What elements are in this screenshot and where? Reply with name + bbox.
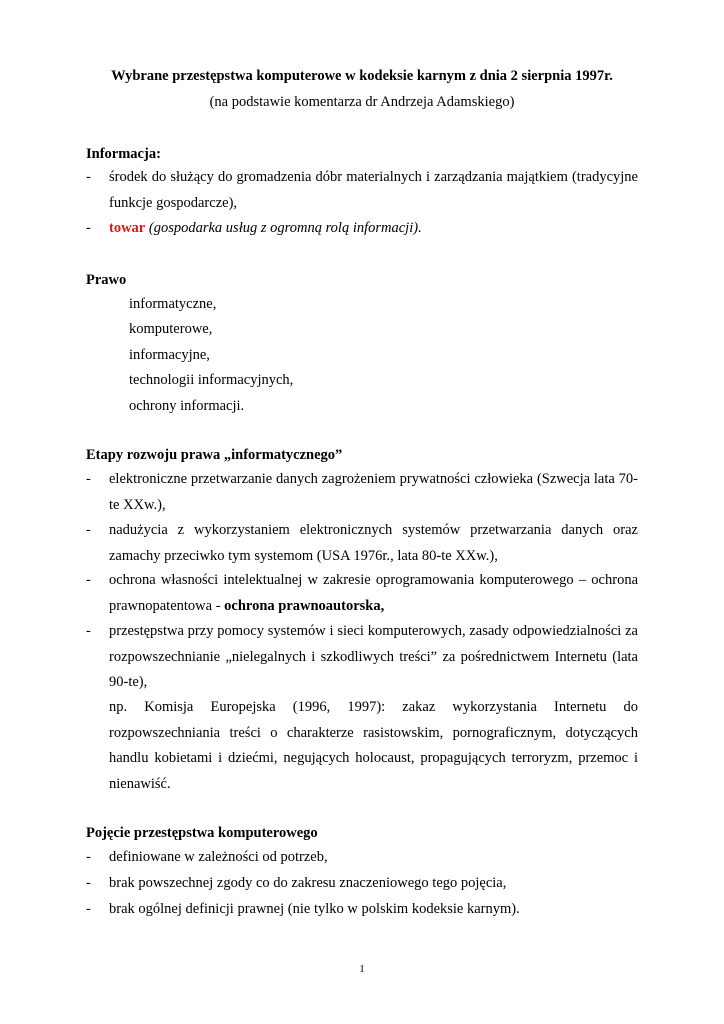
list-dash: - [86,849,91,865]
list-item [86,165,638,216]
section-heading-pojecie: Pojęcie przestępstwa komputerowego [86,825,318,841]
list-item-text: brak ogólnej definicji prawnej (nie tylko w polskim kodeksie karnym). [109,901,520,917]
prawo-item: informacyjne, [129,347,210,363]
list-dash: - [86,169,91,185]
example-paragraph: np. Komisja Europejska (1996, 1997): zakaz wykorzystania Internetu do rozpowszechniania treści o charakterze rasistowskim, pornograficznym, dotyczących handlu kobietami i dziećmi, negujących holocaust, propagujących terroryzm, przemoc i nienawiść. [109,699,638,792]
list-dash: - [86,522,91,538]
section-heading-informacja: Informacja: [86,146,161,162]
section-heading-etapy: Etapy rozwoju prawa „informatycznego” [86,447,343,463]
bold-term: ochrona prawnoautorska, [224,597,385,614]
prawo-item: technologii informacyjnych, [129,372,294,388]
list-item-text: przestępstwa przy pomocy systemów i sieci komputerowych, zasady odpowiedzialności za rozpowszechnianie „nielegalnych i szkodliwych treści” za pośrednictwem Internetu (lata 90-te), [109,623,638,690]
list-item [86,216,638,242]
highlighted-term: towar [109,220,146,236]
section-heading-prawo: Prawo [86,272,127,288]
prawo-item: informatyczne, [129,296,217,312]
list-item [86,568,638,619]
list-item [86,467,638,518]
list-dash: - [86,901,91,917]
list-item-text [109,568,638,619]
list-item [86,871,638,897]
list-item-text: nadużycia z wykorzystaniem elektronicznych systemów przetwarzania danych oraz zamachy przeciwko tym systemom (USA 1976r., lata 80-te XXw.), [109,522,638,564]
prawo-item: komputerowe, [129,321,213,337]
item-text-part: ochrona własności intelektualnej w zakresie oprogramowania komputerowego – ochrona prawnopatentowa - [109,572,638,614]
list-item-text: definiowane w zależności od potrzeb, [109,849,328,865]
document-subtitle: (na podstawie komentarza dr Andrzeja Adamskiego) [209,94,515,110]
list-item [86,518,638,569]
page-number: 1 [359,963,365,975]
list-item-text: elektroniczne przetwarzanie danych zagrożeniem prywatności człowieka (Szwecja lata 70-te XXw.), [109,471,638,513]
list-item [86,845,638,871]
list-item-text: środek do służący do gromadzenia dóbr materialnych i zarządzania majątkiem (tradycyjne funkcje gospodarcze), [109,169,638,211]
list-item-text: brak powszechnej zgody co do zakresu znaczeniowego tego pojęcia, [109,875,507,891]
list-item-text [109,216,638,242]
document-title: Wybrane przestępstwa komputerowe w kodeksie karnym z dnia 2 sierpnia 1997r. [111,68,613,84]
list-item [86,619,638,696]
list-dash: - [86,572,91,588]
list-dash: - [86,220,91,236]
list-dash: - [86,471,91,487]
list-item [86,897,638,923]
italic-note: (gospodarka usług z ogromną rolą informacji). [148,220,422,236]
prawo-item: ochrony informacji. [129,398,245,414]
list-dash: - [86,623,91,639]
list-dash: - [86,875,91,891]
